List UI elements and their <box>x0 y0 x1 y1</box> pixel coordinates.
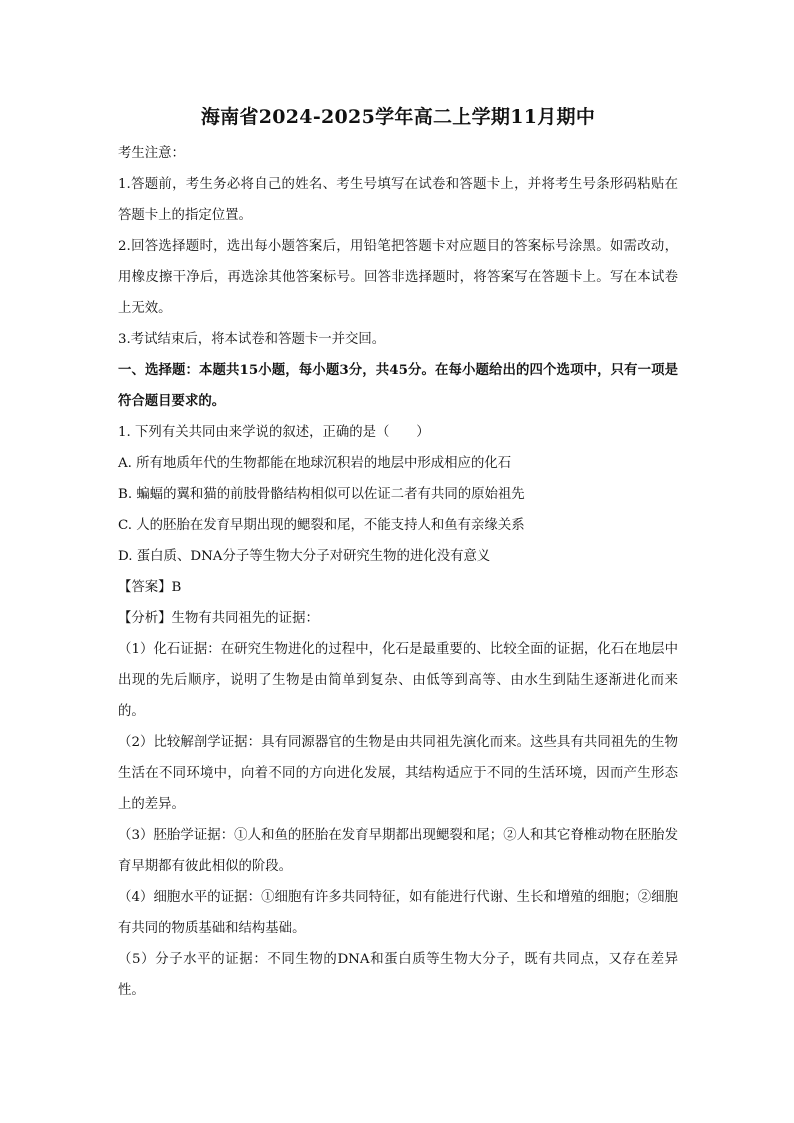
exam-page <box>118 100 678 1006</box>
analysis-heading: 【分析】生物有共同祖先的证据： <box>118 611 319 626</box>
notice-item-3: 3.考试结束后，将本试卷和答题卡一并交回。 <box>118 332 386 347</box>
analysis-point-5: （5）分子水平的证据：不同生物的DNA和蛋白质等生物大分子，既有共同点，又存在差异性。 <box>118 952 678 998</box>
analysis-point-2: （2）比较解剖学证据：具有同源器官的生物是由共同祖先演化而来。这些具有共同祖先的生物生活在不同环境中，向着不同的方向进化发展，其结构适应于不同的生活环境，因而产生形态上的差异。 <box>118 735 678 812</box>
analysis-point-1: （1）化石证据：在研究生物进化的过程中，化石是最重要的、比较全面的证据，化石在地层中出现的先后顺序，说明了生物是由简单到复杂、由低等到高等、由水生到陆生逐渐进化而来的。 <box>118 642 678 719</box>
analysis-point-4: （4）细胞水平的证据：①细胞有许多共同特征，如有能进行代谢、生长和增殖的细胞；②细胞有共同的物质基础和结构基础。 <box>118 890 678 936</box>
notice-item-1: 1.答题前，考生务必将自己的姓名、考生号填写在试卷和答题卡上，并将考生号条形码粘贴在答题卡上的指定位置。 <box>118 177 678 223</box>
section-heading: 一、选择题：本题共15小题，每小题3分，共45分。在每小题给出的四个选项中，只有一项是符合题目要求的。 <box>118 362 678 409</box>
option-a: A. 所有地质年代的生物都能在地球沉积岩的地层中形成相应的化石 <box>118 456 512 471</box>
option-b: B. 蝙蝠的翼和猫的前肢骨骼结构相似可以佐证二者有共同的原始祖先 <box>118 487 525 502</box>
answer-line: 【答案】B <box>118 580 182 595</box>
notice-item-2: 2.回答选择题时，选出每小题答案后，用铅笔把答题卡对应题目的答案标号涂黑。如需改动，用橡皮擦干净后，再选涂其他答案标号。回答非选择题时，将答案写在答题卡上。写在本试卷上无效。 <box>118 239 678 316</box>
page-title: 海南省2024-2025学年高二上学期11月期中 <box>200 106 596 128</box>
option-c: C. 人的胚胎在发育早期出现的鳃裂和尾，不能支持人和鱼有亲缘关系 <box>118 518 525 533</box>
notice-heading: 考生注意： <box>118 146 185 161</box>
option-d: D. 蛋白质、DNA分子等生物大分子对研究生物的进化没有意义 <box>118 549 491 564</box>
analysis-point-3: （3）胚胎学证据：①人和鱼的胚胎在发育早期都出现鳃裂和尾；②人和其它脊椎动物在胚胎发育早期都有彼此相似的阶段。 <box>118 828 678 874</box>
question-stem: 1. 下列有关共同由来学说的叙述，正确的是（ ） <box>118 425 430 440</box>
